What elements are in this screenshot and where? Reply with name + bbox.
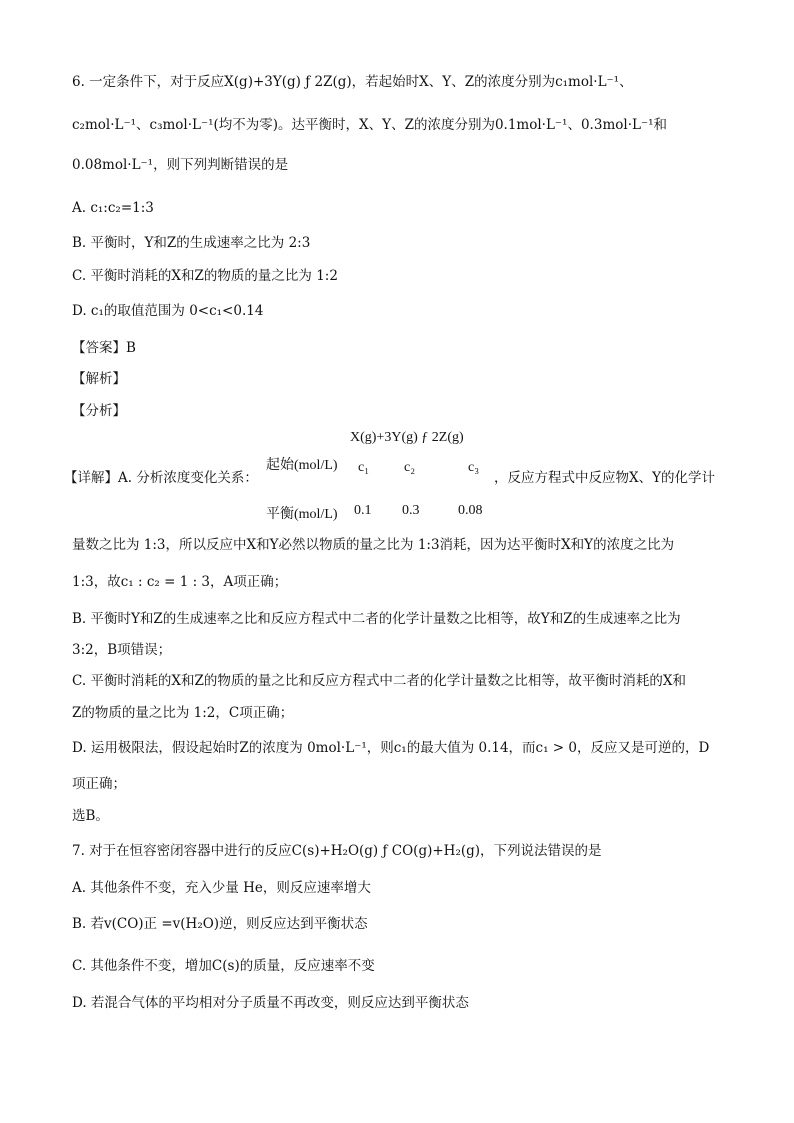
q7-option-b: B. 若v(CO)正 =v(H₂O)逆，则反应达到平衡状态 <box>72 916 368 932</box>
analysis-label: 【解析】 <box>72 371 126 387</box>
detail-para-8: 项正确； <box>72 776 126 792</box>
q6-option-a: A. c₁:c₂=1:3 <box>72 200 154 216</box>
table-row2-label: 平衡(mol/L) <box>266 507 338 522</box>
table-row2-val-2: 0.3 <box>402 503 420 518</box>
table-row1-val-3: c₃ <box>468 460 480 475</box>
q6-stem-line-1: 6. 一定条件下，对于反应X(g)+3Y(g) ƒ 2Z(g)，若起始时X、Y、Z的浓度分别为c₁mol·L⁻¹、 <box>72 74 633 90</box>
table-row2-val-3: 0.08 <box>458 503 483 518</box>
q6-option-c: C. 平衡时消耗的X和Z的物质的量之比为 1:2 <box>72 268 338 284</box>
detail-para-9: 选B。 <box>72 808 109 824</box>
q6-option-b: B. 平衡时，Y和Z的生成速率之比为 2:3 <box>72 235 311 251</box>
table-row1-label: 起始(mol/L) <box>266 458 338 473</box>
detail-suffix: ，反应方程式中反应物X、Y的化学计 <box>494 470 716 486</box>
q7-option-c: C. 其他条件不变，增加C(s)的质量，反应速率不变 <box>72 958 375 974</box>
detail-para-3: B. 平衡时Y和Z的生成速率之比和反应方程式中二者的化学计量数之比相等，故Y和Z的生成速率之比为 <box>72 611 681 627</box>
answer-label: 【答案】B <box>72 340 136 356</box>
q7-stem: 7. 对于在恒容密闭容器中进行的反应C(s)+H₂O(g) ƒ CO(g)+H₂(g)，下列说法错误的是 <box>72 843 602 859</box>
detail-prefix: 【详解】A. 分析浓度变化关系： <box>64 470 258 486</box>
detail-para-5: C. 平衡时消耗的X和Z的物质的量之比和反应方程式中二者的化学计量数之比相等，故平衡时消耗的X和 <box>72 673 687 689</box>
table-row1-val-2: c₂ <box>404 460 416 475</box>
q7-option-d: D. 若混合气体的平均相对分子质量不再改变，则反应达到平衡状态 <box>72 995 469 1011</box>
q6-stem-line-3: 0.08mol·L⁻¹，则下列判断错误的是 <box>72 157 289 173</box>
detail-para-2: 1:3，故c₁ : c₂ = 1 : 3，A项正确； <box>72 574 288 590</box>
table-row1-val-1: c₁ <box>358 460 370 475</box>
q7-option-a: A. 其他条件不变，充入少量 He，则反应速率增大 <box>72 880 371 896</box>
detail-para-7: D. 运用极限法，假设起始时Z的浓度为 0mol·L⁻¹，则c₁的最大值为 0.14，而c₁ > 0，反应又是可逆的，D <box>72 740 710 756</box>
fenxi-label: 【分析】 <box>72 403 126 419</box>
detail-para-1: 量数之比为 1:3，所以反应中X和Y必然以物质的量之比为 1:3消耗，因为达平衡时X和Y的浓度之比为 <box>72 537 675 553</box>
table-equation: X(g)+3Y(g) ƒ 2Z(g) <box>350 430 464 445</box>
q6-option-d: D. c₁的取值范围为 0<c₁<0.14 <box>72 303 264 319</box>
detail-para-4: 3:2，B项错误； <box>72 642 172 658</box>
concentration-table <box>266 430 506 530</box>
detail-para-6: Z的物质的量之比为 1:2，C项正确； <box>72 705 294 721</box>
q6-stem-line-2: c₂mol·L⁻¹、c₃mol·L⁻¹(均不为零)。达平衡时，X、Y、Z的浓度分别为0.1mol·L⁻¹、0.3mol·L⁻¹和 <box>72 117 667 133</box>
table-row2-val-1: 0.1 <box>354 503 372 518</box>
